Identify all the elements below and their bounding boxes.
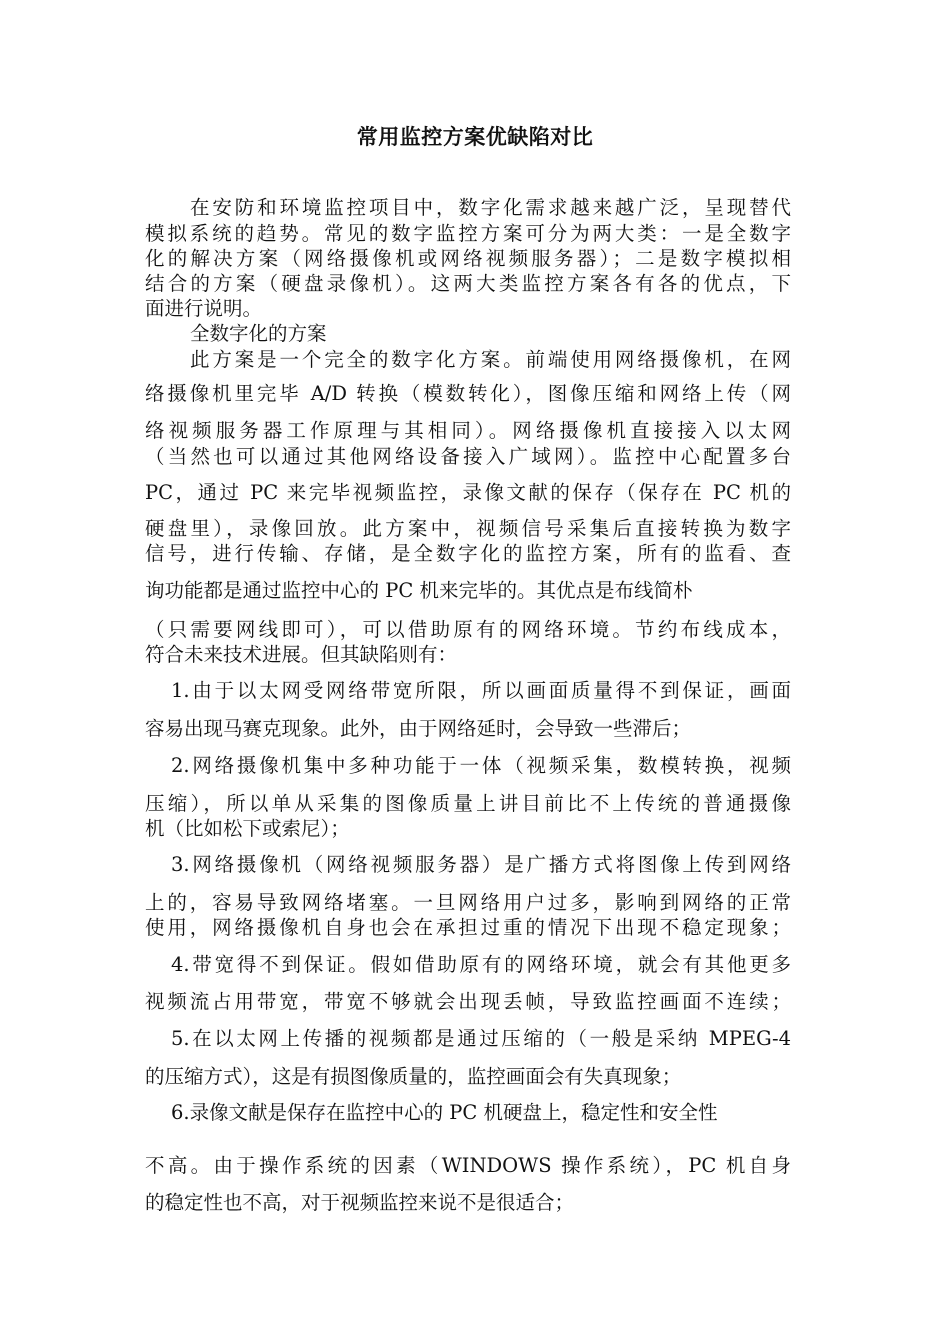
list-item-line: 6.录像文献是保存在监控中心的 PC 机硬盘上，稳定性和安全性	[171, 1101, 718, 1124]
paragraph-line: 硬盘里），录像回放。此方案中，视频信号采集后直接转换为数字	[145, 517, 791, 540]
list-item-line: 不高。由于操作系统的因素（WINDOWS 操作系统），PC 机自身	[145, 1154, 791, 1177]
paragraph-line: 信号，进行传输、存储，是全数字化的监控方案，所有的监看、查	[145, 542, 791, 565]
list-item-line: 4.带宽得不到保证。假如借助原有的网络环境，就会有其他更多	[171, 953, 791, 976]
list-item-line: 压缩），所以单从采集的图像质量上讲目前比不上传统的普通摄像	[145, 792, 791, 815]
list-item-line: 3.网络摄像机（网络视频服务器）是广播方式将图像上传到网络	[171, 853, 791, 876]
paragraph-line: 模拟系统的趋势。常见的数字监控方案可分为两大类：一是全数字	[145, 222, 791, 245]
paragraph-line: 询功能都是通过监控中心的 PC 机来完毕的。其优点是布线简朴	[145, 579, 693, 602]
list-item-line: 视频流占用带宽，带宽不够就会出现丢帧，导致监控画面不连续；	[145, 990, 791, 1013]
section-heading: 全数字化的方案	[190, 322, 327, 345]
paragraph-line: 面进行说明。	[145, 297, 263, 320]
paragraph-line: 结合的方案（硬盘录像机）。这两大类监控方案各有各的优点，下	[145, 272, 791, 295]
list-item-line: 机（比如松下或索尼）；	[145, 817, 350, 840]
paragraph-line: （只需要网线即可），可以借助原有的网络环境。节约布线成本，	[145, 618, 791, 641]
document-title: 常用监控方案优缺陷对比	[356, 125, 594, 149]
list-item-line: 2.网络摄像机集中多种功能于一体（视频采集，数模转换，视频	[171, 754, 791, 777]
paragraph-line: 此方案是一个完全的数字化方案。前端使用网络摄像机，在网	[190, 348, 791, 371]
paragraph-line: 络摄像机里完毕 A/D 转换（模数转化），图像压缩和网络上传（网	[145, 382, 791, 405]
list-item-line: 的压缩方式），这是有损图像质量的，监控画面会有失真现象；	[145, 1065, 682, 1088]
paragraph-line: 在安防和环境监控项目中，数字化需求越来越广泛，呈现替代	[190, 196, 791, 219]
list-item-line: 的稳定性也不高，对于视频监控来说不是很适合；	[145, 1191, 575, 1214]
paragraph-line: 化的解决方案（网络摄像机或网络视频服务器）；二是数字模拟相	[145, 247, 791, 270]
list-item-line: 上的，容易导致网络堵塞。一旦网络用户过多，影响到网络的正常	[145, 891, 791, 914]
list-item-line: 容易出现马赛克现象。此外，由于网络延时，会导致一些滞后；	[145, 717, 692, 740]
paragraph-line: 符合未来技术进展。但其缺陷则有：	[145, 643, 458, 666]
list-item-line: 1.由于以太网受网络带宽所限，所以画面质量得不到保证，画面	[171, 679, 791, 702]
list-item-line: 5.在以太网上传播的视频都是通过压缩的（一般是采纳 MPEG-4	[171, 1027, 791, 1050]
paragraph-line: 络视频服务器工作原理与其相同）。网络摄像机直接接入以太网	[145, 419, 791, 442]
paragraph-line: （当然也可以通过其他网络设备接入广域网）。监控中心配置多台	[145, 445, 791, 468]
paragraph-line: PC，通过 PC 来完毕视频监控，录像文献的保存（保存在 PC 机的	[145, 481, 791, 504]
list-item-line: 使用，网络摄像机自身也会在承担过重的情况下出现不稳定现象；	[145, 916, 791, 939]
